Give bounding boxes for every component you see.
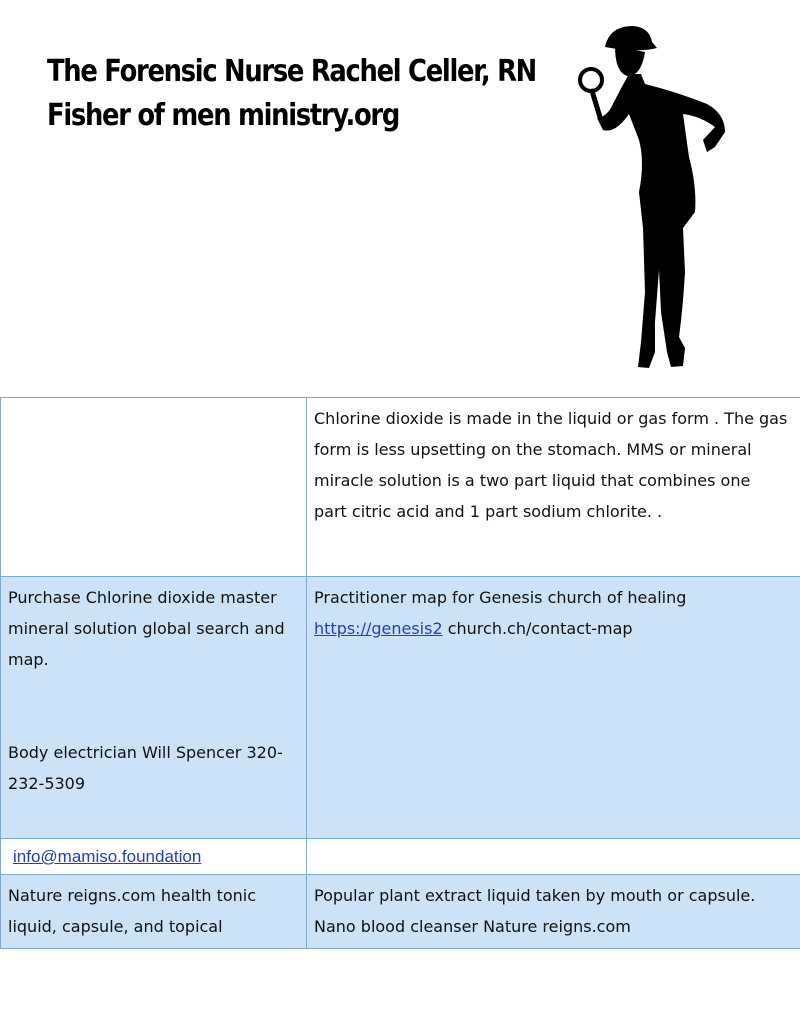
nature-reigns-cell [1,875,307,949]
table-row [1,577,800,839]
text-line: liquid, capsule, and topical [8,917,223,936]
table-row [1,839,800,875]
link-continuation: church.ch/contact-map [442,619,633,638]
practitioner-map-cell [307,577,800,839]
plant-extract-cell [307,875,800,949]
text-line: Nano blood cleanser Nature reigns.com [314,917,631,936]
text-line: Purchase Chlorine dioxide master [8,588,277,607]
table-cell-empty [1,398,307,577]
practitioner-map-title: Practitioner map for Genesis church of healing [314,588,687,607]
header-title [47,50,536,138]
purchase-info-cell [1,577,307,839]
spacer [8,675,299,737]
detective-silhouette-icon [575,22,745,372]
table-row [1,875,800,949]
text-line: Chlorine dioxide is made in the liquid or gas form . The gas [314,409,788,428]
info-table [0,397,800,949]
email-link[interactable]: info@mamiso.foundation [13,847,202,866]
practitioner-map-link-line [314,613,800,644]
text-line: part citric acid and 1 part sodium chlorite. . [314,502,663,521]
genesis-link[interactable]: https://genesis2 [314,619,443,638]
text-line: miracle solution is a two part liquid that combines one [314,471,751,490]
header-title-line-1: The Forensic Nurse Rachel Celler, RN [47,54,536,89]
text-line: Body electrician Will Spencer 320- [8,743,283,762]
text-line: Popular plant extract liquid taken by mouth or capsule. [314,886,756,905]
chlorine-dioxide-description [307,398,800,577]
text-line: form is less upsetting on the stomach. MMS or mineral [314,440,752,459]
text-line: map. [8,650,49,669]
email-cell [1,839,307,875]
table-row [1,398,800,577]
text-line: mineral solution global search and [8,619,285,638]
table-cell-empty [307,839,800,875]
text-line: 232-5309 [8,774,86,793]
header-title-line-2: Fisher of men ministry.org [47,98,400,133]
text-line: Nature reigns.com health tonic [8,886,257,905]
